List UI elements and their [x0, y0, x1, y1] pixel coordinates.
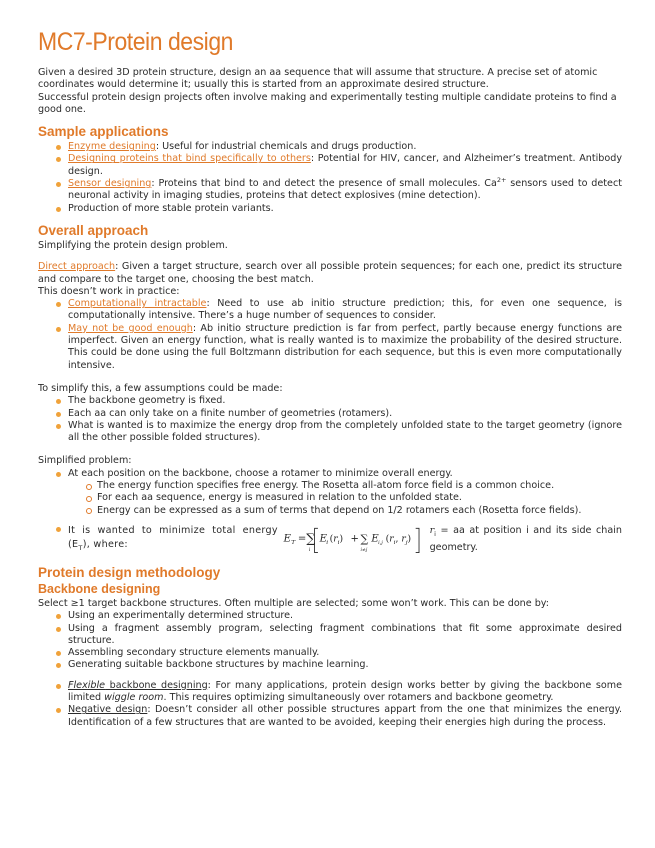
computationally-intractable-link[interactable]: Computationally intractable — [68, 298, 207, 310]
formula-term-1: E — [319, 533, 327, 545]
list-item: Sensor designing: Proteins that bind to and detect the presence of small molecules. $Ca^{2+}$ sensors used to detect neuronal activity in imaging studies, proteins that detect explosives (mine detection). — [38, 178, 622, 203]
intro-paragraph: Given a desired 3D protein structure, design an aa sequence that will assume that structure. A precise set of atomic coordinates would determine it; usually this is started from an approximate desired structure. — [38, 67, 598, 91]
formula-equals: = — [297, 533, 307, 545]
backbone-notes-list — [38, 680, 622, 729]
list-item: What is wanted is to maximize the energy drop from the completely unfolded state to the target geometry (ignore all the other possible folded structures). — [38, 420, 622, 445]
list-item: Designing proteins that bind specifically to others: Potential for HIV, cancer, and Alzheimer’s treatment. Antibody design. — [38, 153, 622, 178]
list-item: Assembling secondary structure elements manually. — [38, 647, 622, 659]
assumptions-intro: To simplify this, a few assumptions could be made: — [38, 382, 283, 394]
subsection-heading-backbone: Backbone designing — [38, 581, 161, 596]
approach-subtitle: Simplifying the protein design problem. — [38, 239, 228, 251]
section-heading-overall-approach: Overall approach — [38, 222, 149, 238]
formula-lhs-sub: T — [291, 540, 295, 547]
backbone-methods-list — [38, 610, 622, 671]
energy-formula — [282, 523, 426, 557]
formula-sum-2: ∑ — [360, 532, 369, 546]
list-item: At each position on the backbone, choose a rotamer to minimize overall energy. — [38, 468, 622, 480]
simplified-list — [38, 468, 622, 517]
formula-sum-1-index: i — [308, 546, 311, 553]
list-item: Using an experimentally determined structure. — [38, 610, 622, 622]
formula-plus: + — [350, 533, 359, 545]
page-title: MC7-Protein design — [38, 28, 233, 56]
document-page — [38, 28, 622, 729]
formula-sum-2-index: i≠j — [360, 547, 368, 553]
list-item: The backbone geometry is fixed. — [38, 395, 622, 407]
list-item: Computationally intractable: Need to use ab initio structure prediction; this, for even one sequence, is computationally intensive. There’s a huge number of sequences to consider. — [38, 298, 622, 323]
formula-right-bracket — [416, 528, 419, 552]
list-item: Each aa can only take on a finite number of geometries (rotamers). — [38, 408, 622, 420]
list-item: Production of more stable protein variants. — [38, 203, 622, 215]
sub-list-item: The energy function specifies free energy. The Rosetta all-atom force field is a common choice. — [38, 480, 622, 492]
flexible-backbone-item: Flexible backbone designing: For many applications, protein design works better by giving the backbone some limited wiggle room. This requires optimizing simultaneously over rotamers and backbone geometry. — [38, 680, 622, 705]
backbone-intro: Select ≥1 target backbone structures. Often multiple are selected; some won’t work. This can be done by: — [38, 597, 550, 609]
energy-list-item: It is wanted to minimize total energy $(E_T)$, where: E T = ∑ i E i $(r_i)$ + ∑ i≠j E i,j ($r_i$, $r_j$) $r_i$ = aa at position i and its side chain geometry. — [38, 523, 622, 557]
formula-term-2-sub: i,j — [377, 540, 383, 547]
enzyme-designing-link[interactable]: Enzyme designing — [68, 141, 156, 153]
practice-text: This doesn’t work in practice: — [38, 285, 180, 297]
sensor-designing-link[interactable]: Sensor designing — [68, 178, 152, 190]
binding-proteins-link[interactable]: Designing proteins that bind specifically to others — [68, 153, 311, 165]
formula-term-1-arg: $(r_i)$ — [329, 533, 343, 547]
formula-term-2: E — [371, 533, 379, 545]
assumptions-list — [38, 395, 622, 444]
not-good-enough-link[interactable]: May not be good enough — [68, 322, 193, 334]
direct-approach-link[interactable]: Direct approach — [38, 261, 116, 273]
section-heading-methodology: Protein design methodology — [38, 564, 221, 580]
sub-list-item: For each aa sequence, energy is measured in relation to the unfolded state. — [38, 492, 622, 504]
sub-list-item: Energy can be expressed as a sum of terms that depend on 1/2 rotamers each (Rosetta force fields). — [38, 505, 622, 517]
list-item: May not be good enough: Ab initio structure prediction is far from perfect, partly because energy functions are imperfect. Given an energy function, what is really wanted is to maximize the probability of the desired structure. This could be done using the full Boltzmann distribution for each sequence, but this is even more computationally intensive. — [38, 323, 622, 372]
formula-lhs: E — [283, 533, 291, 545]
formula-sum-1: ∑ — [306, 530, 316, 546]
issues-list — [38, 298, 622, 372]
energy-list — [38, 523, 622, 557]
negative-design-item: Negative design: Doesn’t consider all other possible structures appart from the one that minimizes the energy. Identification of a few structures that are wanted to be avoided, keeping their energies high during the process. — [38, 704, 622, 729]
list-item: Using a fragment assembly program, selecting fragment combinations that fit some approximate desired structure. — [38, 623, 622, 648]
section-heading-sample-applications: Sample applications — [38, 124, 169, 140]
list-item: Generating suitable backbone structures by machine learning. — [38, 659, 622, 671]
direct-approach-paragraph: Direct approach: Given a target structure, search over all possible protein sequences; for each one, predict its structure and compare to the target one, choosing the best match. — [38, 261, 622, 285]
simplified-intro: Simplified problem: — [38, 455, 132, 467]
list-item: Enzyme designing: Useful for industrial chemicals and drugs production. — [38, 141, 622, 153]
applications-list — [38, 141, 622, 215]
intro-paragraph-2: Successful protein design projects often involve making and experimentally testing multiple candidate proteins to find a good one. — [38, 91, 617, 115]
formula-term-2-args: ($r_i$, $r_j$) — [385, 533, 412, 547]
formula-term-1-sub: i — [326, 540, 329, 547]
